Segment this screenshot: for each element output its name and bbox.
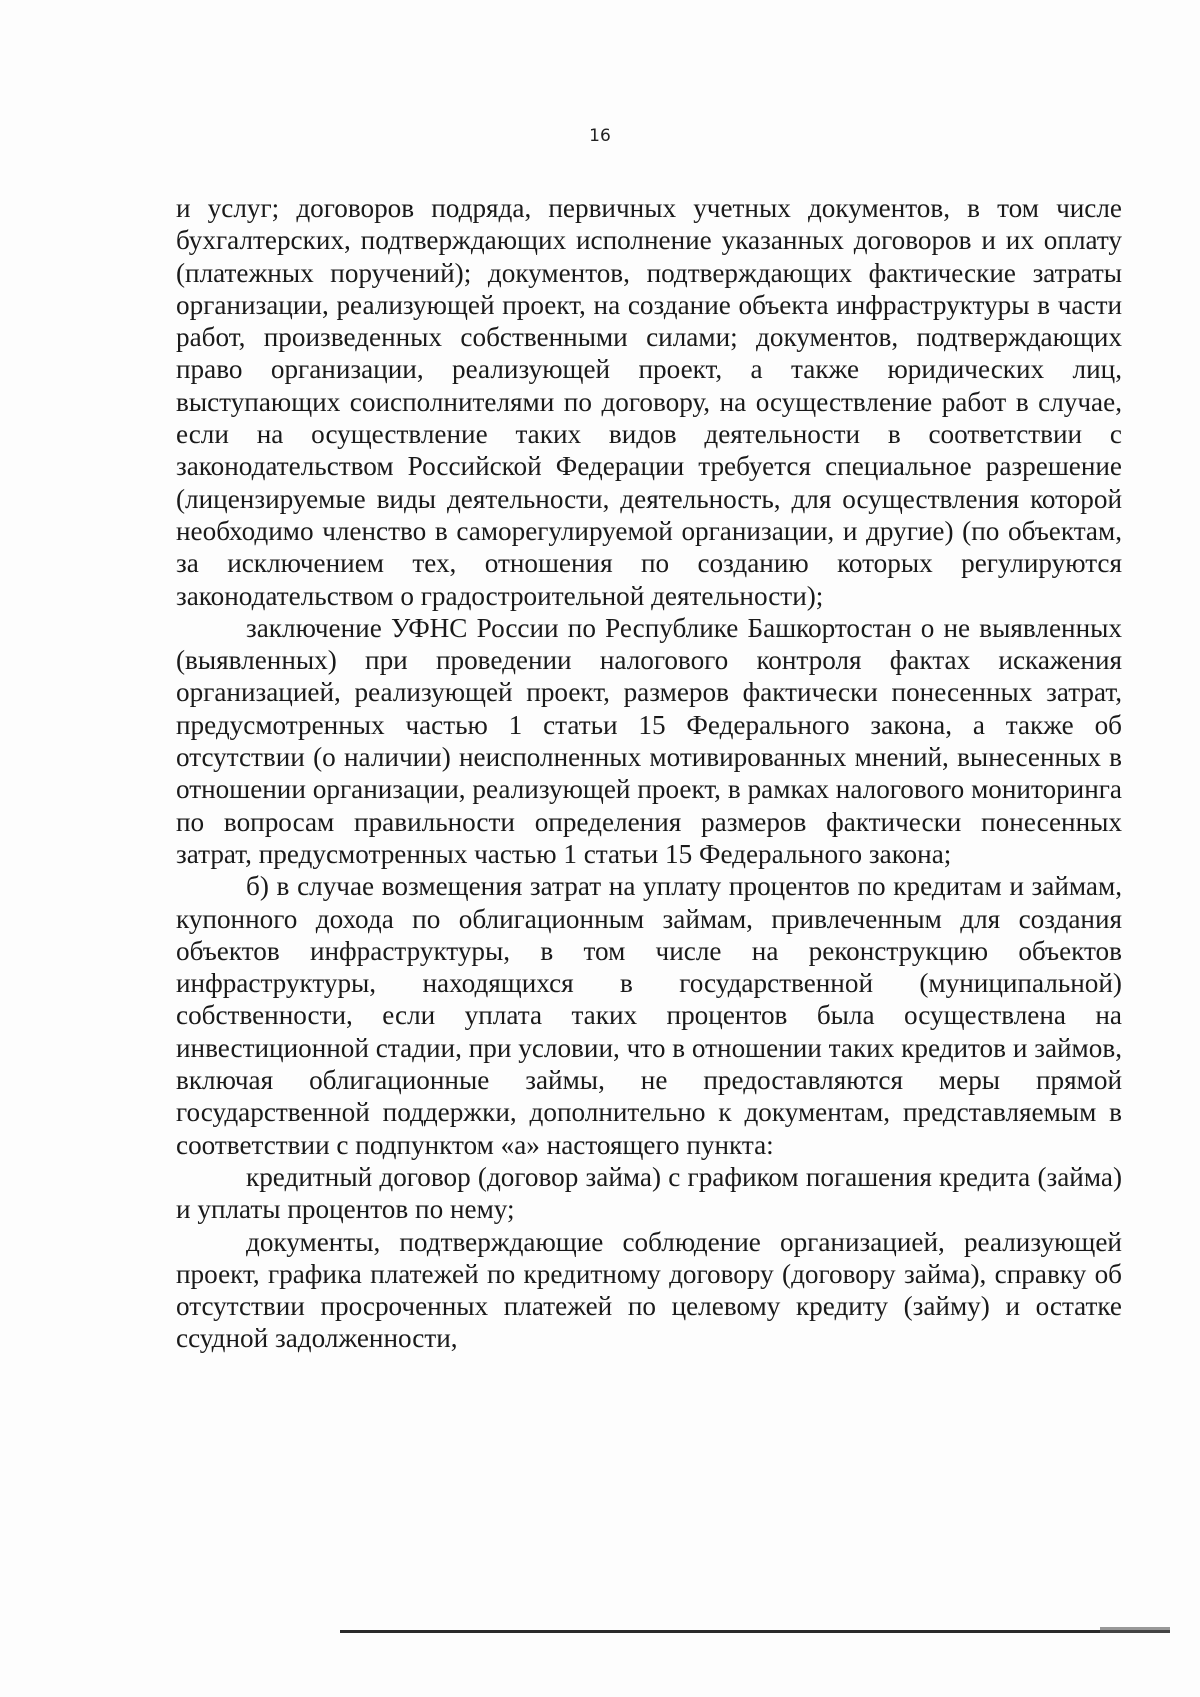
paragraph-payment-documents: документы, подтверждающие соблюдение организацией, реализующей проект, графика платежей по кредитному договору (договору займа), справку об отсутствии просроченных платежей по целевому кредиту (займу) и остатке ссудной задолженности, xyxy=(176,1226,1122,1354)
paragraph-credit-agreement: кредитный договор (договор займа) с графиком погашения кредита (займа) и уплаты процентов по нему; xyxy=(176,1161,1122,1225)
bottom-scan-rule xyxy=(340,1630,1170,1633)
page-number: 16 xyxy=(589,126,611,146)
paragraph-item-b: б) в случае возмещения затрат на уплату процентов по кредитам и займам, купонного дохода по облигационным займам, привлеченным для создания объектов инфраструктуры, в том числе на реконструкцию объектов инфраструктуры, находящихся в государственной (муниципальной) собственности, если уплата таких процентов была осуществлена на инвестиционной стадии, при условии, что в отношении таких кредитов и займов, включая облигационные займы, не предоставляются меры прямой государственной поддержки, дополнительно к документам, представляемым в соответствии с подпунктом «а» настоящего пункта: xyxy=(176,871,1122,1160)
paragraph-tax-conclusion: заключение УФНС России по Республике Башкортостан о не выявленных (выявленных) при проведении налогового контроля фактах искажения организацией, реализующей проект, размеров фактически понесенных затрат, предусмотренных частью 1 статьи 15 Федерального закона, а также об отсутствии (о наличии) неисполненных мотивированных мнений, вынесенных в отношении организации, реализующей проект, в рамках налогового мониторинга по вопросам правильности определения размеров фактически понесенных затрат, предусмотренных частью 1 статьи 15 Федерального закона; xyxy=(176,612,1122,869)
bottom-scan-artifact xyxy=(1100,1627,1170,1633)
document-body xyxy=(176,192,1122,1355)
paragraph-continuation: и услуг; договоров подряда, первичных учетных документов, в том числе бухгалтерских, подтверждающих исполнение указанных договоров и их оплату (платежных поручений); документов, подтверждающих фактические затраты организации, реализующей проект, на создание объекта инфраструктуры в части работ, произведенных собственными силами; документов, подтверждающих право организации, реализующей проект, а также юридических лиц, выступающих соисполнителями по договору, на осуществление работ в случае, если на осуществление таких видов деятельности в соответствии с законодательством Российской Федерации требуется специальное разрешение (лицензируемые виды деятельности, деятельность, для осуществления которой необходимо членство в саморегулируемой организации, и другие) (по объектам, за исключением тех, отношения по созданию которых регулируются законодательством о градостроительной деятельности); xyxy=(176,193,1122,611)
